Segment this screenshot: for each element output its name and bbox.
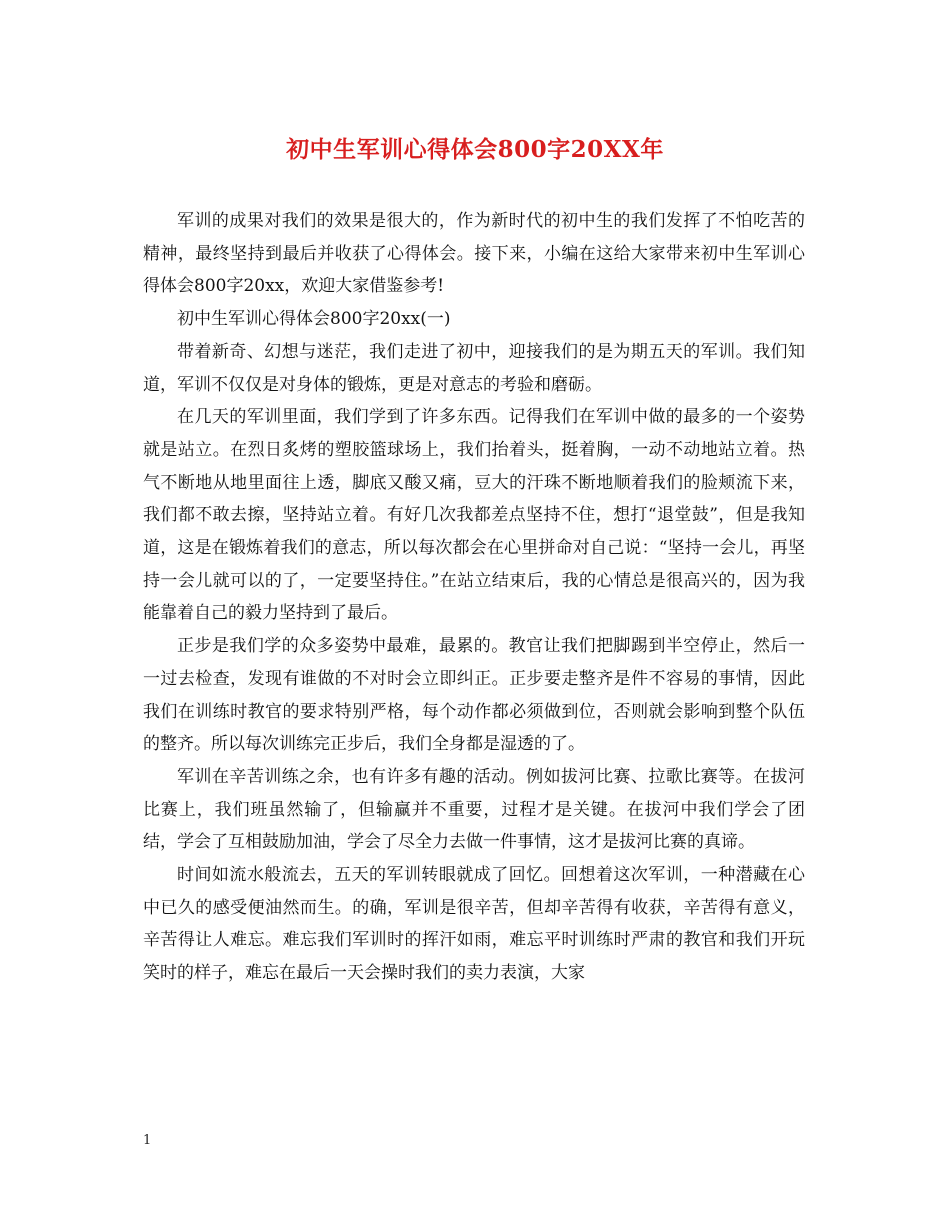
paragraph-4: 军训在辛苦训练之余，也有许多有趣的活动。例如拔河比赛、拉歌比赛等。在拔河比赛上，我们班虽然输了，但输赢并不重要，过程才是关键。在拔河中我们学会了团结，学会了互相鼓励加油，学会了尽全力去做一件事情，这才是拔河比赛的真谛。	[143, 766, 805, 853]
document-body	[143, 205, 805, 990]
paragraph-3: 正步是我们学的众多姿势中最难，最累的。教官让我们把脚踢到半空停止，然后一一过去检查，发现有谁做的不对时会立即纠正。正步要走整齐是件不容易的事情，因此我们在训练时教官的要求特别严格，每个动作都必须做到位，否则就会影响到整个队伍的整齐。所以每次训练完正步后，我们全身都是湿透的了。	[143, 636, 805, 755]
paragraph-1: 带着新奇、幻想与迷茫，我们走进了初中，迎接我们的是为期五天的军训。我们知道，军训不仅仅是对身体的锻炼，更是对意志的考验和磨砺。	[143, 341, 805, 395]
paragraph-subtitle: 初中生军训心得体会800字20xx(一)	[177, 309, 451, 330]
paragraph-2: 在几天的军训里面，我们学到了许多东西。记得我们在军训中做的最多的一个姿势就是站立。在烈日炙烤的塑胶篮球场上，我们抬着头，挺着胸，一动不动地站立着。热气不断地从地里面往上透，脚底又酸又痛，豆大的汗珠不断地顺着我们的脸颊流下来，我们都不敢去擦，坚持站立着。有好几次我都差点坚持不住，想打“退堂鼓”，但是我知道，这是在锻炼着我们的意志，所以每次都会在心里拼命对自己说：“坚持一会儿，再坚持一会儿就可以的了，一定要坚持住。”在站立结束后，我的心情总是很高兴的，因为我能靠着自己的毅力坚持到了最后。	[143, 407, 805, 624]
paragraph-5: 时间如流水般流去，五天的军训转眼就成了回忆。回想着这次军训，一种潜藏在心中已久的感受便油然而生。的确，军训是很辛苦，但却辛苦得有收获，辛苦得有意义，辛苦得让人难忘。难忘我们军训时的挥汗如雨，难忘平时训练时严肃的教官和我们开玩笑时的样子，难忘在最后一天会操时我们的卖力表演，大家	[143, 865, 805, 984]
paragraph-intro: 军训的成果对我们的效果是很大的，作为新时代的初中生的我们发挥了不怕吃苦的精神，最终坚持到最后并收获了心得体会。接下来，小编在这给大家带来初中生军训心得体会800字20xx，欢迎大家借鉴参考!	[143, 211, 805, 297]
document-title: 初中生军训心得体会800字20XX年	[286, 136, 664, 163]
page-number: 1	[143, 1133, 152, 1148]
